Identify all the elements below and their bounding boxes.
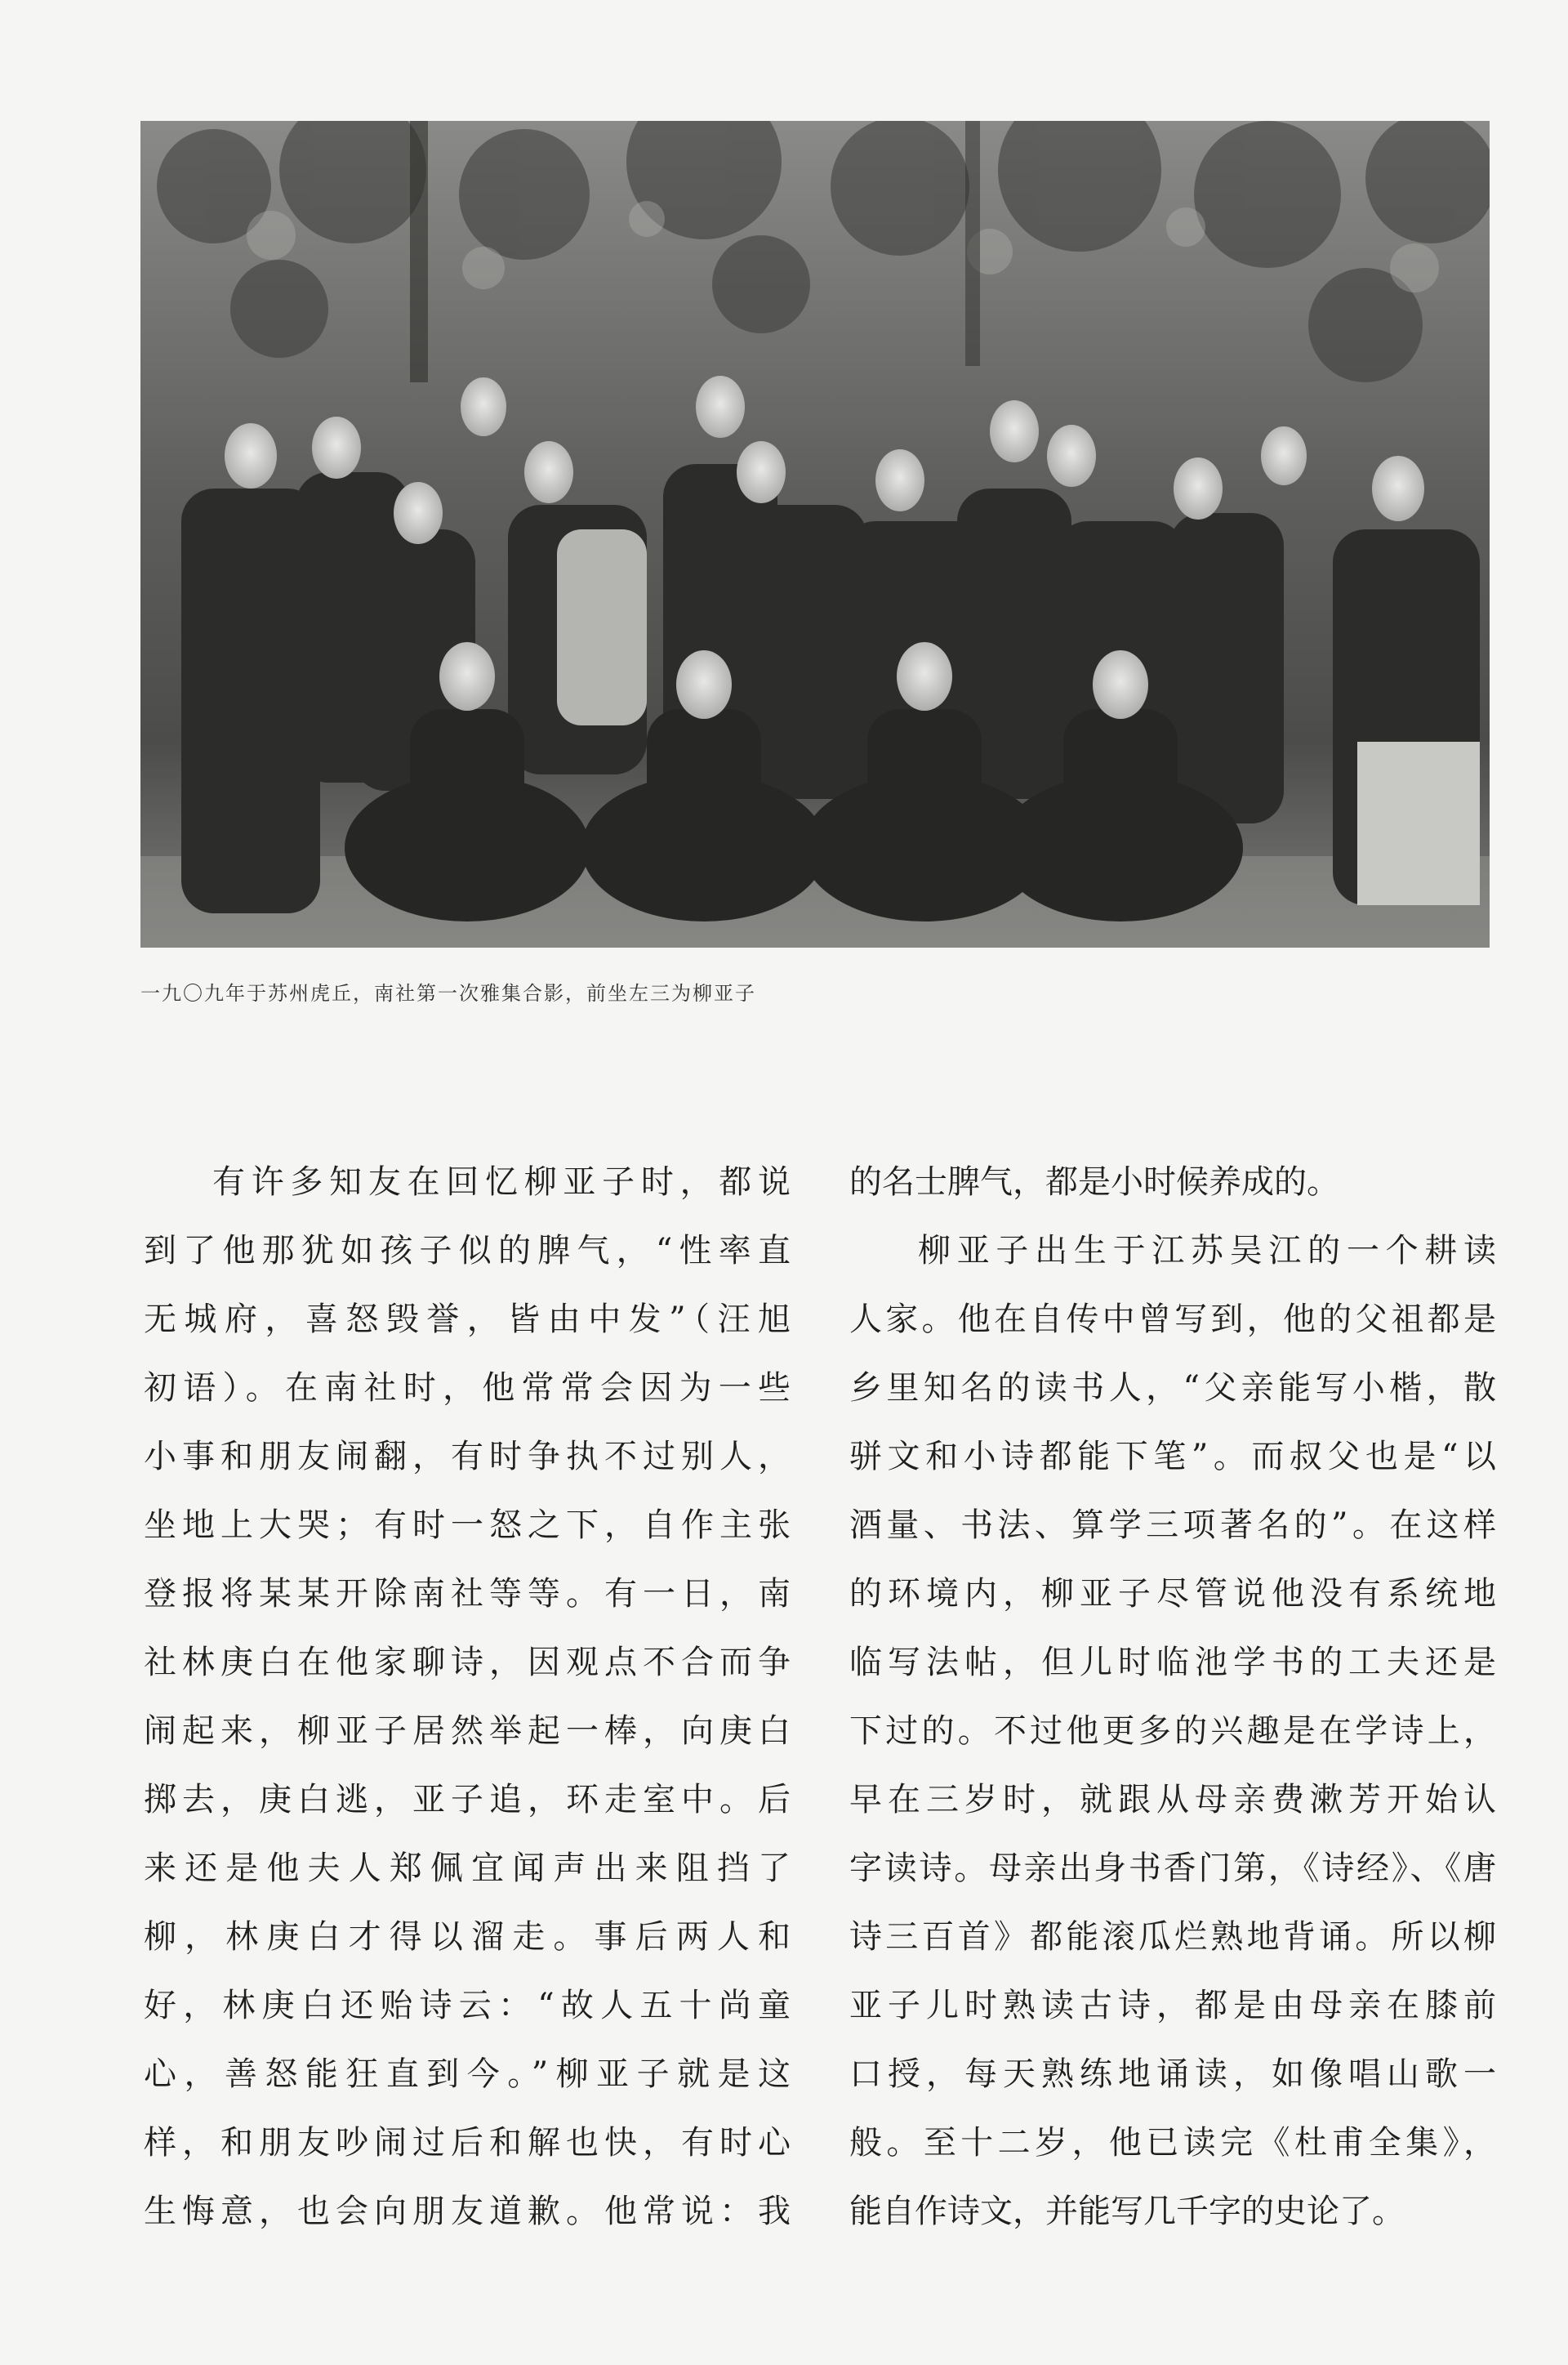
- paragraph-line: 般。至十二岁，他已读完《杜甫全集》，: [849, 2124, 1496, 2162]
- paragraph-line: 有许多知友在回忆柳亚子时，都说: [212, 1163, 791, 1201]
- paragraph-line: 柳亚子出生于江苏吴江的一个耕读: [918, 1232, 1496, 1270]
- paragraph-line: 的环境内，柳亚子尽管说他没有系统地: [849, 1575, 1496, 1613]
- paragraph-line: 坐地上大哭；有时一怒之下，自作主张: [144, 1506, 791, 1544]
- photo-caption: 一九〇九年于苏州虎丘，南社第一次雅集合影，前坐左三为柳亚子: [140, 982, 756, 1005]
- paragraph-line: 人家。他在自传中曾写到，他的父祖都是: [849, 1301, 1496, 1338]
- paragraph-line: 闹起来，柳亚子居然举起一棒，向庚白: [144, 1712, 791, 1750]
- paragraph-line: 酒量、书法、算学三项著名的”。在这样: [849, 1506, 1496, 1544]
- paragraph-line: 生悔意，也会向朋友道歉。他常说：我: [144, 2193, 791, 2230]
- text-column-left: [144, 1148, 791, 2246]
- paragraph-line: 小事和朋友闹翻，有时争执不过别人，: [144, 1438, 791, 1475]
- paragraph-line: 登报将某某开除南社等等。有一日，南: [144, 1575, 791, 1613]
- paragraph-line: 乡里知名的读书人，“父亲能写小楷，散: [849, 1369, 1496, 1407]
- paragraph-line: 来还是他夫人郑佩宜闻声出来阻挡了: [144, 1850, 791, 1887]
- paragraph-line: 能自作诗文，并能写几千字的史论了。: [849, 2193, 1405, 2230]
- paragraph-line: 临写法帖，但儿时临池学书的工夫还是: [849, 1644, 1496, 1681]
- paragraph-line: 初语）。在南社时，他常常会因为一些: [144, 1369, 791, 1407]
- paragraph-line: 柳，林庚白才得以溜走。事后两人和: [144, 1918, 791, 1956]
- paragraph-line: 亚子儿时熟读古诗，都是由母亲在膝前: [849, 1987, 1496, 2024]
- paragraph-line: 好，林庚白还贻诗云：“故人五十尚童: [144, 1987, 791, 2024]
- group-photo: [140, 121, 1490, 948]
- text-column-right: [849, 1148, 1496, 2246]
- paragraph-line: 到了他那犹如孩子似的脾气，“性率直: [144, 1232, 791, 1270]
- paragraph-line: 心，善怒能狂直到今。”柳亚子就是这: [144, 2055, 791, 2093]
- group-photo-illustration: [140, 121, 1490, 948]
- paragraph-line: 样，和朋友吵闹过后和解也快，有时心: [144, 2124, 791, 2162]
- paragraph-line: 无城府，喜怒毁誉，皆由中发”（汪旭: [144, 1301, 791, 1338]
- paragraph-line: 下过的。不过他更多的兴趣是在学诗上，: [849, 1712, 1496, 1750]
- paragraph-line: 诗三百首》都能滚瓜烂熟地背诵。所以柳: [849, 1918, 1496, 1956]
- paragraph-line: 掷去，庚白逃，亚子追，环走室中。后: [144, 1781, 791, 1818]
- paragraph-line: 社林庚白在他家聊诗，因观点不合而争: [144, 1644, 791, 1681]
- paragraph-line: 口授，每天熟练地诵读，如像唱山歌一: [849, 2055, 1496, 2093]
- paragraph-line: 的名士脾气，都是小时候养成的。: [849, 1163, 1339, 1201]
- paragraph-line: 字读诗。母亲出身书香门第，《诗经》、《唐: [849, 1850, 1496, 1887]
- paragraph-line: 骈文和小诗都能下笔”。而叔父也是“以: [849, 1438, 1496, 1475]
- paragraph-line: 早在三岁时，就跟从母亲费漱芳开始认: [849, 1781, 1496, 1818]
